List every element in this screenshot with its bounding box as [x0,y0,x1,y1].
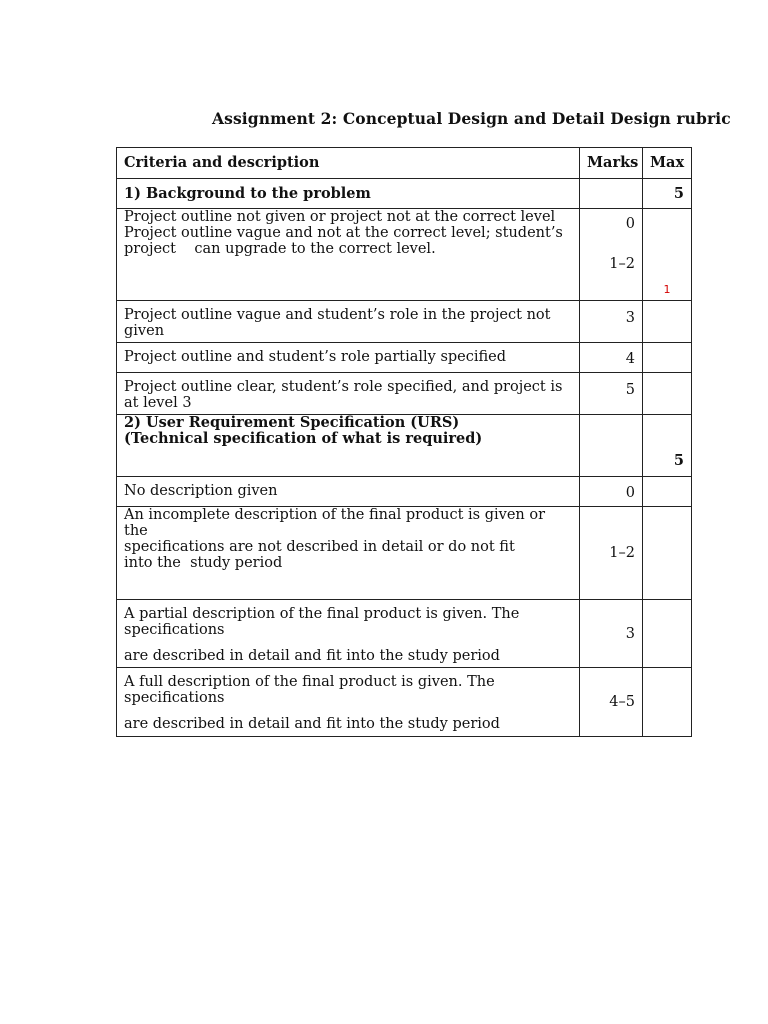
max-cell [643,209,692,301]
header-criteria: Criteria and description [117,148,580,179]
table-row [117,209,692,301]
header-marks: Marks [580,148,643,179]
marks-value: 0 [580,477,643,507]
marks-value: 1–2 [580,507,643,600]
table-header-row [117,148,692,179]
marks-value: 4 [580,343,643,373]
criteria-line: Project outline not given or project not at the correct level [124,209,556,225]
marks-value: 3 [580,301,643,343]
section2-heading-line: (Technical specification of what is required) [124,430,483,447]
max-cell [643,373,692,415]
table-row [117,600,692,668]
criteria-cell: Project outline vague and student’s role in the project not given [117,301,580,343]
criteria-cell: No description given [117,477,580,507]
document-title: Assignment 2: Conceptual Design and Detail Design rubric [212,109,731,128]
criteria-line: Project outline vague and not at the correct level; student’s [124,225,563,241]
criteria-line: are described in detail and fit into the study period [124,716,500,732]
marks-value: 4–5 [580,668,643,737]
criteria-cell [117,209,580,301]
table-row [117,301,692,343]
table-row [117,507,692,600]
max-cell [643,668,692,737]
handwritten-annotation: 1 [663,283,671,296]
criteria-line: into the study period [124,555,283,571]
criteria-cell [117,600,580,668]
rubric-table [116,147,692,737]
table-row [117,668,692,737]
marks-value: 0 [625,216,635,232]
criteria-cell [117,668,580,737]
criteria-line: A full description of the final product is given. The specifications [124,674,495,706]
marks-cell [580,209,643,301]
section1-max: 5 [643,179,692,209]
max-cell [643,477,692,507]
criteria-cell [117,507,580,600]
section2-heading-line: 2) User Requirement Specification (URS) [124,414,460,431]
criteria-line: An incomplete description of the final product is given or the [124,507,546,539]
section2-heading [117,415,580,477]
marks-value: 1–2 [609,256,635,272]
section1-marks-cell [580,179,643,209]
marks-value: 3 [580,600,643,668]
section2-marks-cell [580,415,643,477]
section1-heading: 1) Background to the problem [117,179,580,209]
criteria-line: A partial description of the final product is given. The specifications [124,606,520,638]
criteria-cell: Project outline clear, student’s role specified, and project is at level 3 [117,373,580,415]
marks-value: 5 [580,373,643,415]
criteria-cell: Project outline and student’s role partially specified [117,343,580,373]
criteria-line: are described in detail and fit into the study period [124,648,500,664]
max-cell [643,301,692,343]
table-row [117,477,692,507]
max-cell [643,343,692,373]
max-cell [643,507,692,600]
table-row [117,373,692,415]
section-heading-row [117,179,692,209]
section-heading-row [117,415,692,477]
max-cell [643,600,692,668]
table-row [117,343,692,373]
section2-max: 5 [643,415,692,477]
header-max: Max [643,148,692,179]
criteria-line: project can upgrade to the correct level. [124,241,436,257]
criteria-line: specifications are not described in detail or do not fit [124,539,515,555]
